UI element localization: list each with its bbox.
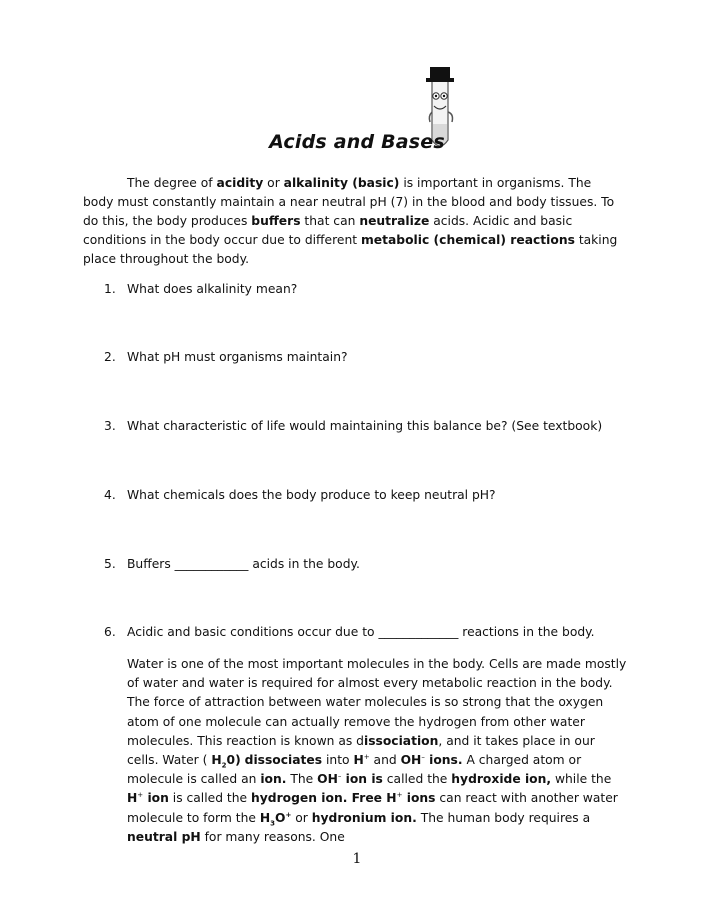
water-paragraph: Water is one of the most important molecules in the body. Cells are made mostly of water and water is required for almost every metabolic reaction in the body. The force of attraction between water molecules is so strong that the oxygen atom of one molecule can actually remove the hydrogen from other water molecules. This reaction is known as dissociation, and it takes place in our cells. Water ( $H_20$) dissociates into H+ and OH– ions. A charged atom or molecule is called an ion. The OH– ion is called the hydroxide ion, while the H+ ion is called the hydrogen ion. Free H+ ions can react with another water molecule to form the $H_3O^+$ or hydronium ion. The human body requires a neutral pH for many reasons. One [127, 657, 627, 844]
question-number: 3. [104, 419, 116, 433]
question-number: 1. [104, 282, 116, 296]
question-number: 5. [104, 557, 116, 571]
page-title: Acids and Bases [269, 131, 445, 153]
page-number: 1 [352, 851, 362, 867]
question-text: Buffers ____________ acids in the body. [127, 557, 360, 571]
question-number: 6. [104, 625, 116, 639]
question-number: 2. [104, 350, 116, 364]
question-text: What characteristic of life would maintaining this balance be? (See textbook) [127, 419, 603, 433]
question-text: What does alkalinity mean? [127, 282, 298, 296]
question-number: 4. [104, 488, 116, 502]
question-text: What pH must organisms maintain? [127, 350, 348, 364]
question-text: What chemicals does the body produce to keep neutral pH? [127, 488, 496, 502]
intro-paragraph: The degree of acidity or alkalinity (basic) is important in organisms. The body must constantly maintain a near neutral pH (7) in the blood and body tissues. To do this, the body produces buffers that can neutralize acids. Acidic and basic conditions in the body occur due to different metabolic (chemical) reactions taking place throughout the body. [83, 176, 618, 266]
question-text: Acidic and basic conditions occur due to _____________ reactions in the body. [127, 625, 595, 639]
